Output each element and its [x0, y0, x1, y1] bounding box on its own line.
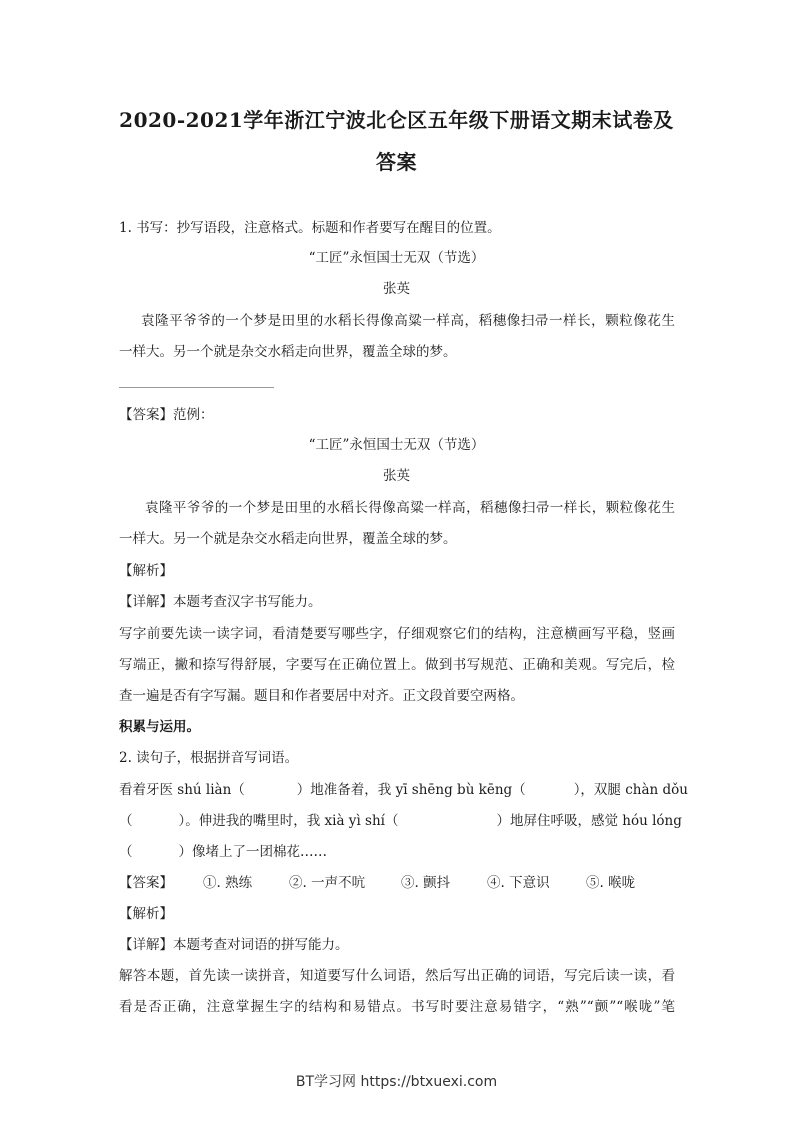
- q2-answer-1: ①. 熟练: [203, 875, 253, 891]
- q2-explain-line1: 解答本题，首先读一读拼音，知道要写什么词语，然后写出正确的词语，写完后读一读，看: [119, 968, 675, 984]
- q2-line3-part2: ）像堵上了一团棉花……: [178, 844, 327, 860]
- q2-answer-3: ③. 颤抖: [401, 875, 451, 891]
- q2-line1-part2: ）地准备着，我 yī shēng bù kēng（: [296, 782, 526, 798]
- writing-divider: [119, 387, 274, 388]
- q2-detail: 【详解】本题考查对词语的拼写能力。: [119, 937, 349, 953]
- q2-line2-part3: ）地屏住呼吸，感觉 hóu lóng: [496, 813, 682, 829]
- q1-paragraph-line2: 一样大。另一个就是杂交水稻走向世界，覆盖全球的梦。: [119, 344, 457, 360]
- q2-line1-part3: ），双腿 chàn dǒu: [573, 782, 688, 798]
- q1-author: 张英: [383, 281, 410, 297]
- q2-line2-part2: ）。伸进我的嘴里时，我 xià yì shí（: [178, 813, 399, 829]
- q1-answer-label: 【答案】范例：: [119, 407, 214, 423]
- q1-answer-line1: 袁隆平爷爷的一个梦是田里的水稻长得像高粱一样高，稻穗像扫帚一样长，颗粒像花生: [145, 500, 675, 516]
- q2-explain-line2: 看是否正确，注意掌握生字的结构和易错点。书写时要注意易错字，“熟”“颤”“喉咙”笔: [119, 999, 675, 1015]
- q2-answer-2: ②. 一声不吭: [289, 875, 366, 891]
- q2-line1-part1: 看着牙医 shú liàn（: [119, 782, 245, 798]
- q1-detail: 【详解】本题考查汉字书写能力。: [119, 594, 322, 610]
- page-footer: BT学习网 https://btxuexi.com: [295, 1074, 498, 1090]
- q1-explain-line1: 写字前要先读一读字词，看清楚要写哪些字，仔细观察它们的结构，注意横画写平稳，竖画: [119, 626, 675, 642]
- q1-explain-line2: 写端正，撇和捺写得舒展，字要写在正确位置上。做到书写规范、正确和美观。写完后，检: [119, 657, 675, 673]
- section-heading: 积累与运用。: [119, 719, 200, 735]
- q2-line2-part1: （: [119, 813, 133, 829]
- q2-prompt: 2. 读句子，根据拼音写词语。: [119, 750, 299, 766]
- q1-paragraph-line1: 袁隆平爷爷的一个梦是田里的水稻长得像高粱一样高，稻穗像扫帚一样长，颗粒像花生: [141, 313, 675, 329]
- q2-answer-4: ④. 下意识: [487, 875, 550, 891]
- q1-answer-author: 张英: [383, 468, 410, 484]
- q1-answer-title: “工匠”永恒国士无双（节选）: [308, 437, 485, 453]
- page-title-line1: 2020-2021学年浙江宁波北仑区五年级下册语文期末试卷及: [119, 108, 674, 132]
- q2-sentence-line2: [119, 811, 682, 831]
- q2-sentence-line1: [119, 780, 688, 800]
- page-title-line2: 答案: [376, 150, 417, 174]
- q2-line3-part1: （: [119, 844, 133, 860]
- q1-analysis-label: 【解析】: [119, 563, 173, 579]
- q1-explain-line3: 查一遍是否有字写漏。题目和作者要居中对齐。正文段首要空两格。: [119, 688, 524, 704]
- q2-answer-row: [119, 873, 635, 893]
- q1-answer-line2: 一样大。另一个就是杂交水稻走向世界，覆盖全球的梦。: [119, 531, 457, 547]
- q2-sentence-line3: [119, 842, 327, 862]
- q1-prompt: 1. 书写：抄写语段，注意格式。标题和作者要写在醒目的位置。: [119, 220, 501, 236]
- q2-analysis-label: 【解析】: [119, 906, 173, 922]
- q2-answer-label: 【答案】: [119, 875, 173, 891]
- q2-answer-5: ⑤. 喉咙: [586, 875, 636, 891]
- q1-passage-title: “工匠”永恒国士无双（节选）: [308, 250, 485, 266]
